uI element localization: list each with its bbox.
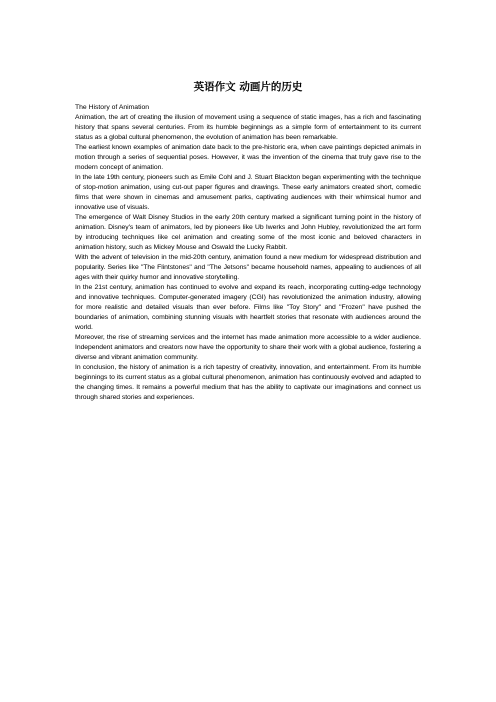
- paragraph-8: In conclusion, the history of animation is a rich tapestry of creativity, innovation, and entertainment. From its humble beginnings to its current status as a global cultural phenomenon, animation has continuously evolved and adapted to the changing times. It remains a powerful medium that has the ability to captivate our imaginations and connect us through shared stories and experiences.: [75, 364, 421, 401]
- paragraph-6: In the 21st century, animation has continued to evolve and expand its reach, incorporating cutting-edge technology and innovative techniques. Computer-generated imagery (CGI) has revolutionized the animation industry, allowing for more realistic and detailed visuals than ever before. Films like "Toy Story" and "Frozen" have pushed the boundaries of animation, combining stunning visuals with heartfelt stories that resonate with audiences around the world.: [75, 284, 421, 331]
- paragraph-1: Animation, the art of creating the illusion of movement using a sequence of static images, has a rich and fascinating history that spans several centuries. From its humble beginnings as a simple form of entertainment to its current status as a global cultural phenomenon, the evolution of animation has been remarkable.: [75, 114, 421, 141]
- paragraph-4: The emergence of Walt Disney Studios in the early 20th century marked a significant turning point in the history of animation. Disney's team of animators, led by pioneers like Ub Iwerks and John Hubley, revolutionized the art form by introducing techniques like cel animation and creating some of the most iconic and beloved characters in animation history, such as Mickey Mouse and Oswald the Lucky Rabbit.: [75, 214, 421, 251]
- document-body: [75, 103, 421, 403]
- document-title: 英语作文 动画片的历史: [193, 81, 303, 93]
- paragraph-5: With the advent of television in the mid-20th century, animation found a new medium for widespread distribution and popularity. Series like "The Flintstones" and "The Jetsons" became household names, appealing to audiences of all ages with their quirky humor and innovative storytelling.: [75, 254, 421, 281]
- paragraph-3: In the late 19th century, pioneers such as Emile Cohl and J. Stuart Blackton began experimenting with the technique of stop-motion animation, using cut-out paper figures and drawings. These early animators created short, comedic films that were shown in cinemas and amusement parks, captivating audiences with their whimsical humor and innovative use of visuals.: [75, 174, 421, 211]
- paragraph-7: Moreover, the rise of streaming services and the internet has made animation more accessible to a wider audience. Independent animators and creators now have the opportunity to share their work with a global audience, fostering a diverse and vibrant animation community.: [75, 334, 421, 361]
- document-subtitle: The History of Animation: [75, 104, 150, 111]
- paragraph-2: The earliest known examples of animation date back to the pre-historic era, when cave paintings depicted animals in motion through a series of sequential poses. However, it was the invention of the cinema that truly gave rise to the modern concept of animation.: [75, 144, 421, 171]
